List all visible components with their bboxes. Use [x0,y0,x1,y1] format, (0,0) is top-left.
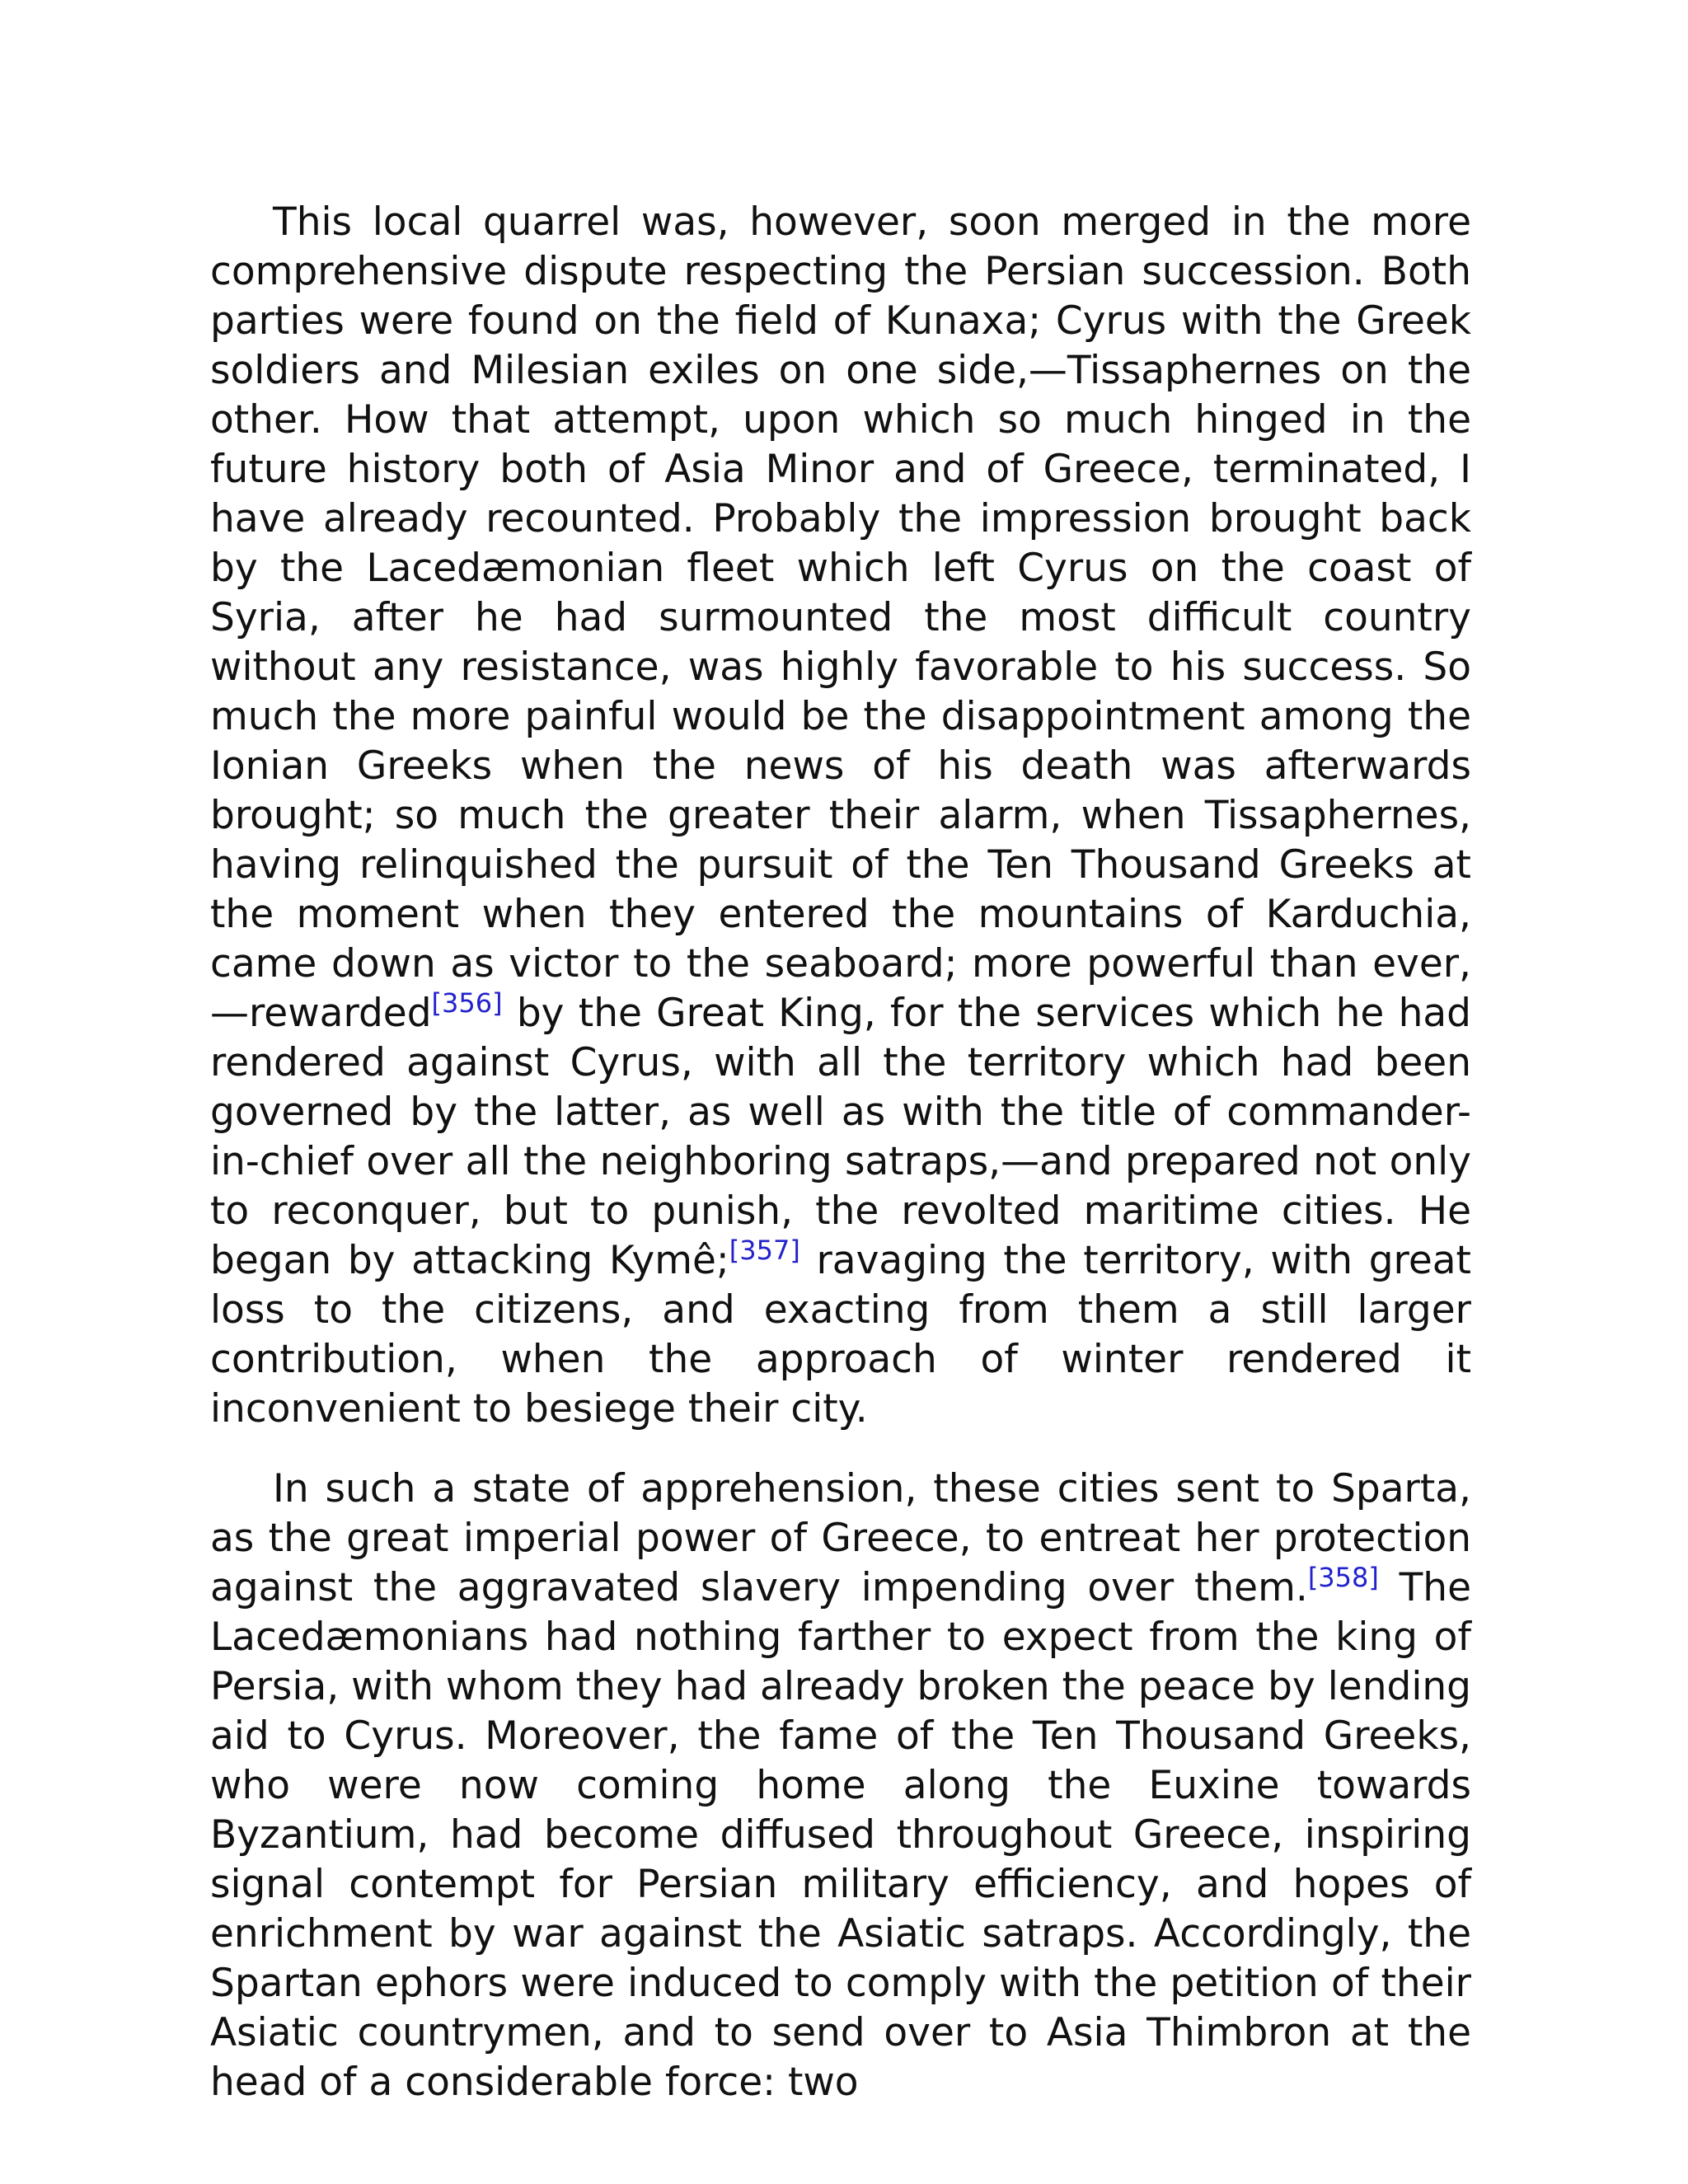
footnote-link-357[interactable]: [357] [729,1235,800,1266]
paragraph-text: ravaging the territory, with great loss to the citizens, and exacting from them a still larger contribution, when the approach of winter rendered it inconvenient to besiege their city. [210,1238,1471,1432]
footnote-link-356[interactable]: [356] [431,987,503,1019]
paragraph-1 [210,198,1471,1434]
paragraph-text: In such a state of apprehension, these cities sent to Sparta, as the great imperial power of Greece, to entreat her protection against the aggravated slavery impending over them. [210,1466,1471,1610]
paragraph-2 [210,1465,1471,2107]
paragraph-text: The Lacedæmonians had nothing farther to expect from the king of Persia, with whom they had already broken the peace by lending aid to Cyrus. Moreover, the fame of the Ten Thousand Greeks, who were now coming home along the Euxine towards Byzantium, had become diffused throughout Greece, inspiring signal contempt for Persian military efficiency, and hopes of enrichment by war against the Asiatic satraps. Accordingly, the Spartan ephors were induced to comply with the petition of their Asiatic countrymen, and to send over to Asia Thimbron at the head of a considerable force: two [210,1565,1471,2105]
page-body [210,198,1471,2138]
paragraph-text: This local quarrel was, however, soon merged in the more comprehensive dispute respecting the Persian succession. Both parties were found on the field of Kunaxa; Cyrus with the Greek soldiers and Milesian exiles on one side,—Tissaphernes on the other. How that attempt, upon which so much hinged in the future history both of Asia Minor and of Greece, terminated, I have already recounted. Probably the impression brought back by the Lacedæmonian fleet which left Cyrus on the coast of Syria, after he had surmounted the most difficult country without any resistance, was highly favorable to his success. So much the more painful would be the disappointment among the Ionian Greeks when the news of his death was afterwards brought; so much the greater their alarm, when Tissaphernes, having relinquished the pursuit of the Ten Thousand Greeks at the moment when they entered the mountains of Karduchia, came down as victor to the seaboard; more powerful than ever,—rewarded [210,199,1471,1036]
footnote-link-358[interactable]: [358] [1307,1562,1379,1593]
paragraph-text: by the Great King, for the services which he had rendered against Cyrus, with all the territory which had been governed by the latter, as well as with the title of commander-in-chief over all the neighboring satraps,—and prepared not only to reconquer, but to punish, the revolted maritime cities. He began by attacking Kymê; [210,991,1471,1283]
